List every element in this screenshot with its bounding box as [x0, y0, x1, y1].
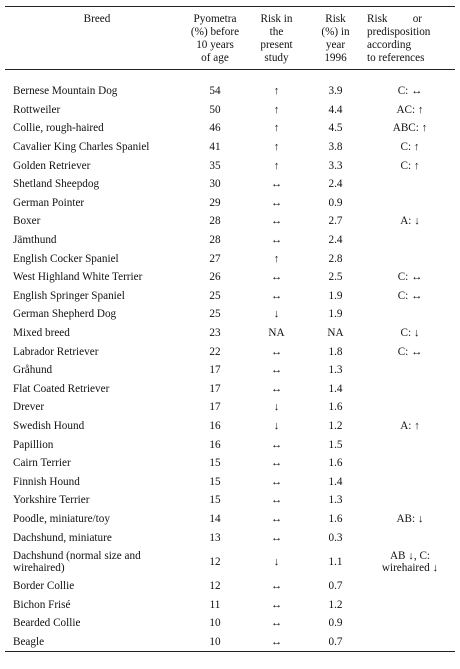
table-row	[5, 212, 455, 231]
table-row	[5, 528, 455, 547]
header-pyometra-line: (%) before	[190, 26, 240, 38]
pyometra-cell: 13	[209, 531, 221, 544]
risk-1996-cell: 3.9	[328, 85, 343, 98]
risk-reference-cell: AB ↓, C: wirehaired ↓	[381, 549, 439, 574]
table-row	[5, 175, 455, 194]
risk-reference-cell: AB: ↓	[396, 512, 424, 525]
table-row	[5, 138, 455, 157]
breed-cell: Gråhund	[13, 364, 53, 377]
breed-cell: Cavalier King Charles Spaniel	[13, 141, 150, 154]
breed-cell: Jämthund	[13, 234, 57, 247]
risk-1996-cell: 2.4	[328, 234, 343, 247]
header-risk-present	[247, 7, 306, 70]
breed-cell: German Pointer	[13, 196, 85, 209]
pyometra-cell: 15	[209, 457, 221, 470]
risk-1996-cell: 0.3	[328, 531, 343, 544]
pyometra-cell: 41	[209, 141, 221, 154]
risk-1996-cell: NA	[327, 327, 344, 340]
risk-reference-cell: C: ↔	[397, 85, 423, 98]
risk-present-cell: ↓	[273, 308, 280, 321]
risk-1996-cell: 1.4	[328, 475, 343, 488]
risk-reference-cell	[365, 435, 455, 454]
risk-reference-cell	[365, 398, 455, 417]
risk-reference-cell: C: ↓	[400, 327, 420, 340]
pyometra-cell: 17	[209, 382, 221, 395]
breed-cell: English Springer Spaniel	[13, 289, 125, 302]
table-body	[5, 70, 455, 652]
risk-reference-cell	[365, 472, 455, 491]
pyometra-cell: 15	[209, 494, 221, 507]
risk-present-cell: ↔	[270, 598, 283, 611]
pyometra-cell: 26	[209, 271, 221, 284]
table-row	[5, 231, 455, 250]
table-row	[5, 454, 455, 473]
breed-cell: Border Collie	[13, 580, 75, 593]
table-row	[5, 156, 455, 175]
breed-cell: Finnish Hound	[13, 475, 80, 488]
table-row	[5, 614, 455, 633]
risk-reference-cell	[365, 194, 455, 213]
header-spacer-row	[5, 70, 455, 83]
risk-present-cell: ↔	[270, 457, 283, 470]
risk-1996-cell: 1.9	[328, 289, 343, 302]
header-risk-present-line: Risk in	[260, 13, 293, 25]
pyometra-cell: 35	[209, 159, 221, 172]
risk-present-cell: ↔	[270, 512, 283, 525]
risk-1996-cell: 1.3	[328, 494, 343, 507]
risk-present-cell: ↔	[270, 215, 283, 228]
table-row	[5, 361, 455, 380]
breed-cell: Bearded Collie	[13, 617, 81, 630]
pyometra-cell: 30	[209, 178, 221, 191]
table-row	[5, 472, 455, 491]
risk-reference-cell: C: ↑	[400, 159, 420, 172]
risk-present-cell: ↔	[270, 196, 283, 209]
risk-present-cell: ↔	[270, 234, 283, 247]
table-row	[5, 398, 455, 417]
risk-reference-cell	[365, 614, 455, 633]
risk-present-cell: ↔	[270, 475, 283, 488]
risk-1996-cell: 1.6	[328, 512, 343, 525]
pyometra-cell: 22	[209, 345, 221, 358]
risk-1996-cell: 1.8	[328, 345, 343, 358]
breed-risk-table	[5, 6, 455, 652]
pyometra-cell: 25	[209, 289, 221, 302]
breed-cell: Shetland Sheepdog	[13, 178, 100, 191]
pyometra-cell: 12	[209, 555, 221, 568]
pyometra-cell: 28	[209, 234, 221, 247]
pyometra-cell: 11	[209, 598, 221, 611]
pyometra-cell: 29	[209, 196, 221, 209]
risk-present-cell: ↑	[273, 141, 280, 154]
table-row	[5, 417, 455, 436]
breed-cell: Flat Coated Retriever	[13, 382, 110, 395]
risk-1996-cell: 2.8	[328, 252, 343, 265]
risk-reference-cell	[365, 175, 455, 194]
pyometra-cell: 16	[209, 438, 221, 451]
pyometra-cell: 15	[209, 475, 221, 488]
risk-reference-cell	[365, 577, 455, 596]
breed-cell: Papillion	[13, 438, 54, 451]
risk-reference-cell: A: ↑	[400, 419, 420, 432]
pyometra-cell: 14	[209, 512, 221, 525]
risk-present-cell: ↔	[270, 580, 283, 593]
risk-present-cell: ↑	[273, 85, 280, 98]
risk-reference-cell	[365, 633, 455, 652]
pyometra-cell: 27	[209, 252, 221, 265]
risk-1996-cell: 2.4	[328, 178, 343, 191]
header-risk-references-line: to references	[367, 52, 425, 64]
risk-reference-cell	[365, 249, 455, 268]
risk-present-cell: ↔	[270, 289, 283, 302]
pyometra-cell: 25	[209, 308, 221, 321]
risk-present-cell: ↔	[270, 364, 283, 377]
breed-cell: Rottweiler	[13, 103, 61, 116]
risk-present-cell: ↑	[273, 159, 280, 172]
breed-cell: Bernese Mountain Dog	[13, 85, 118, 98]
risk-present-cell: ↓	[273, 555, 280, 568]
pyometra-cell: 17	[209, 364, 221, 377]
table-row	[5, 324, 455, 343]
breed-cell: Yorkshire Terrier	[13, 494, 90, 507]
risk-1996-cell: 4.4	[328, 103, 343, 116]
risk-present-cell: ↓	[273, 401, 280, 414]
risk-present-cell: ↔	[270, 494, 283, 507]
risk-reference-cell: C: ↑	[400, 141, 420, 154]
risk-1996-cell: 3.3	[328, 159, 343, 172]
risk-1996-cell: 3.8	[328, 141, 343, 154]
header-pyometra-line: of age	[201, 52, 229, 64]
risk-present-cell: ↔	[270, 271, 283, 284]
spacer-cell	[5, 70, 455, 83]
risk-reference-cell: A: ↓	[400, 215, 420, 228]
risk-1996-cell: 1.6	[328, 457, 343, 470]
breed-cell: Dachshund (normal size and wirehaired)	[13, 549, 141, 574]
risk-reference-cell: C: ↔	[397, 289, 423, 302]
risk-present-cell: ↔	[270, 345, 283, 358]
risk-1996-cell: 1.6	[328, 401, 343, 414]
breed-cell: Swedish Hound	[13, 419, 85, 432]
risk-present-cell: NA	[268, 327, 285, 340]
table-row	[5, 287, 455, 306]
risk-reference-cell	[365, 528, 455, 547]
header-pyometra-line: 10 years	[196, 39, 234, 51]
table-row	[5, 491, 455, 510]
breed-cell: Dachshund, miniature	[13, 531, 112, 544]
risk-1996-cell: 0.9	[328, 617, 343, 630]
pyometra-cell: 16	[209, 419, 221, 432]
risk-1996-cell: 1.4	[328, 382, 343, 395]
table-row	[5, 510, 455, 529]
pyometra-cell: 28	[209, 215, 221, 228]
risk-present-cell: ↔	[270, 438, 283, 451]
table-row	[5, 435, 455, 454]
risk-1996-cell: 4.5	[328, 122, 343, 135]
breed-cell: German Shepherd Dog	[13, 308, 117, 321]
table-row	[5, 595, 455, 614]
table-row	[5, 268, 455, 287]
risk-1996-cell: 1.1	[328, 555, 343, 568]
header-pyometra	[183, 7, 247, 70]
table-row	[5, 194, 455, 213]
risk-reference-cell: C: ↔	[397, 271, 423, 284]
table-row	[5, 577, 455, 596]
table-row	[5, 305, 455, 324]
header-risk-references	[365, 7, 455, 70]
header-breed: Breed	[83, 13, 111, 25]
breed-cell: Golden Retriever	[13, 159, 91, 172]
table-row	[5, 119, 455, 138]
pyometra-cell: 17	[209, 401, 221, 414]
risk-present-cell: ↑	[273, 252, 280, 265]
table-row	[5, 547, 455, 577]
breed-cell: English Cocker Spaniel	[13, 252, 119, 265]
risk-present-cell: ↔	[270, 382, 283, 395]
header-risk-present-line: the	[269, 26, 284, 38]
risk-present-cell: ↔	[270, 178, 283, 191]
risk-reference-cell	[365, 361, 455, 380]
breed-cell: Poodle, miniature/toy	[13, 512, 110, 525]
risk-1996-cell: 1.5	[328, 438, 343, 451]
breed-cell: Cairn Terrier	[13, 457, 71, 470]
header-risk-references-line: Risk or	[367, 13, 423, 25]
table-header	[5, 7, 455, 70]
breed-cell: Beagle	[13, 635, 45, 648]
pyometra-cell: 46	[209, 122, 221, 135]
breed-cell: Boxer	[13, 215, 41, 228]
risk-1996-cell: 2.5	[328, 271, 343, 284]
header-risk-1996-line: Risk	[325, 13, 346, 25]
breed-cell: West Highland White Terrier	[13, 271, 143, 284]
table-row	[5, 633, 455, 652]
pyometra-cell: 10	[209, 635, 221, 648]
risk-present-cell: ↓	[273, 419, 280, 432]
risk-reference-cell	[365, 491, 455, 510]
risk-reference-cell: C: ↔	[397, 345, 423, 358]
risk-1996-cell: 1.2	[328, 598, 343, 611]
pyometra-cell: 50	[209, 103, 221, 116]
header-risk-1996	[306, 7, 365, 70]
risk-present-cell: ↑	[273, 122, 280, 135]
risk-1996-cell: 0.9	[328, 196, 343, 209]
risk-1996-cell: 1.9	[328, 308, 343, 321]
header-pyometra-line: Pyometra	[193, 13, 237, 25]
risk-reference-cell: ABC: ↑	[392, 122, 428, 135]
risk-1996-cell: 1.2	[328, 419, 343, 432]
header-risk-present-line: present	[260, 39, 293, 51]
risk-reference-cell	[365, 305, 455, 324]
risk-reference-cell: AC: ↑	[396, 103, 424, 116]
pyometra-cell: 54	[209, 85, 221, 98]
breed-cell: Labrador Retriever	[13, 345, 99, 358]
table-row	[5, 82, 455, 101]
pyometra-cell: 10	[209, 617, 221, 630]
risk-1996-cell: 1.3	[328, 364, 343, 377]
risk-present-cell: ↔	[270, 635, 283, 648]
table-row	[5, 249, 455, 268]
risk-reference-cell	[365, 454, 455, 473]
header-risk-1996-line: (%) in	[321, 26, 350, 38]
pyometra-cell: 23	[209, 327, 221, 340]
breed-cell: Mixed breed	[13, 327, 70, 340]
header-risk-1996-line: year	[325, 39, 346, 51]
risk-reference-cell	[365, 380, 455, 399]
table-row	[5, 101, 455, 120]
pyometra-cell: 12	[209, 580, 221, 593]
header-risk-references-line: according	[367, 39, 412, 51]
risk-1996-cell: 0.7	[328, 635, 343, 648]
header-risk-present-line: study	[264, 52, 289, 64]
risk-1996-cell: 0.7	[328, 580, 343, 593]
risk-reference-cell	[365, 595, 455, 614]
risk-present-cell: ↑	[273, 103, 280, 116]
header-risk-1996-line: 1996	[324, 52, 347, 64]
header-risk-references-line: predisposition	[367, 26, 431, 38]
risk-present-cell: ↔	[270, 617, 283, 630]
risk-present-cell: ↔	[270, 531, 283, 544]
breed-cell: Collie, rough-haired	[13, 122, 104, 135]
table-row	[5, 342, 455, 361]
breed-cell: Bichon Frisé	[13, 598, 71, 611]
risk-reference-cell	[365, 231, 455, 250]
breed-cell: Drever	[13, 401, 45, 414]
table-row	[5, 380, 455, 399]
risk-1996-cell: 2.7	[328, 215, 343, 228]
